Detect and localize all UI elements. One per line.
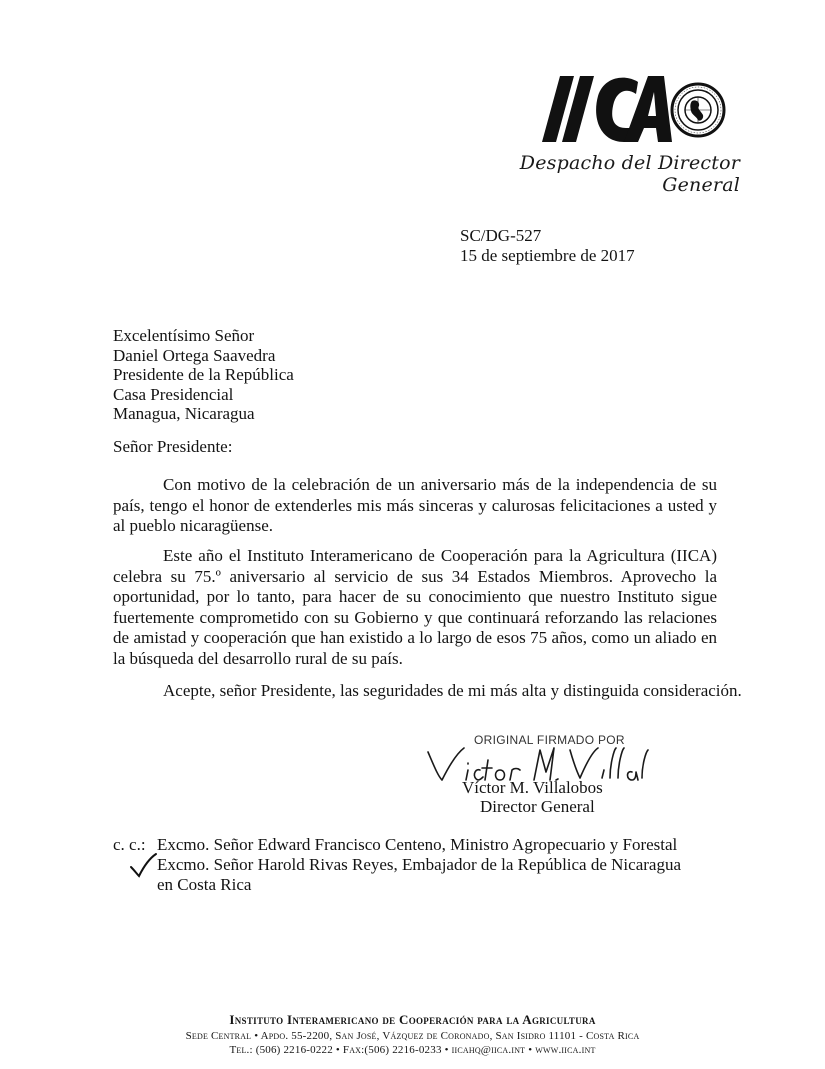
- footer-contact: Tel.: (506) 2216-0222 • Fax:(506) 2216-0233 • iicahq@iica.int • www.iica.int: [229, 1044, 596, 1056]
- body-paragraph-2: Este año el Instituto Interamericano de Cooperación para la Agricultura (IICA) celebra su 75.º aniversario al servicio de sus 34 Estados Miembros. Aprovecho la oportunidad, por lo tanto, para hacer de su conocimiento que nuestro Instituto sigue fuertemente comprometido con su Gobierno y que continuará reforzando las relaciones de amistad y cooperación que han existido a lo largo de esos 75 años, como un aliado en la búsqueda del desarrollo rural de su país.: [113, 546, 717, 668]
- signatory-name: Víctor M. Villalobos: [462, 778, 603, 797]
- recipient-line: Daniel Ortega Saavedra: [113, 345, 276, 365]
- recipient-line: Casa Presidencial: [113, 384, 234, 404]
- signature-stamp: ORIGINAL FIRMADO POR: [474, 733, 625, 747]
- footer-address: Sede Central • Apdo. 55-2200, San José, Vázquez de Coronado, San Isidro 11101 - Costa Rica: [185, 1030, 640, 1042]
- cc-label: c. c.:: [113, 835, 146, 854]
- recipient-line: Managua, Nicaragua: [113, 404, 255, 424]
- reference-code: SC/DG-527: [460, 226, 542, 245]
- salutation: Señor Presidente:: [113, 437, 233, 456]
- footer-institution: Instituto Interamericano de Cooperación para la Agricultura: [229, 1012, 596, 1027]
- reference-date: 15 de septiembre de 2017: [460, 246, 635, 265]
- cc-recipient-1: Excmo. Señor Edward Francisco Centeno, Ministro Agropecuario y Forestal: [157, 835, 678, 854]
- cc-recipient-2: Excmo. Señor Harold Rivas Reyes, Embajador de la República de Nicaragua: [157, 855, 681, 874]
- signatory-title: Director General: [480, 797, 595, 816]
- letter-footer: [0, 1012, 825, 1056]
- recipient-line: Excelentísimo Señor: [113, 326, 255, 345]
- iica-logo-mark: [540, 68, 740, 148]
- checkmark-icon: [128, 852, 158, 883]
- recipient-address: [113, 326, 294, 424]
- reference-block: [460, 226, 635, 266]
- recipient-line: Presidente de la República: [113, 365, 294, 385]
- closing-line: Acepte, señor Presidente, las seguridades de mi más alta y distinguida consideración.: [163, 681, 742, 700]
- body-paragraph-1: Con motivo de la celebración de un aniversario más de la independencia de su país, tengo el honor de extenderles mis más sinceras y calurosas felicitaciones a usted y al pueblo nicaragüense.: [113, 475, 717, 535]
- office-title: Despacho del Director General: [519, 152, 740, 196]
- cc-recipient-2-cont: en Costa Rica: [157, 875, 252, 894]
